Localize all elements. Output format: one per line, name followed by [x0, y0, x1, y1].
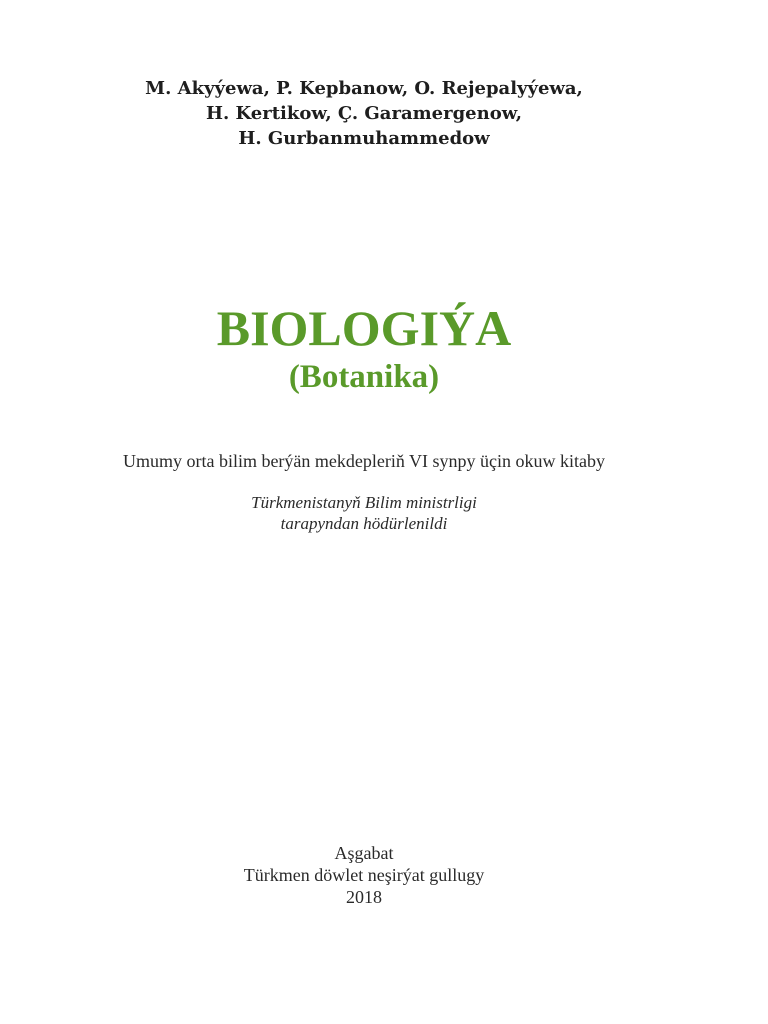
approval-line-1: Türkmenistanyň Bilim ministrligi	[251, 493, 477, 512]
book-subtitle: (Botanika)	[288, 359, 440, 395]
imprint-year: 2018	[346, 887, 382, 907]
imprint-publisher: Türkmen döwlet neşirýat gullugy	[243, 865, 485, 885]
approval-line-2: tarapyndan hödürlenildi	[280, 514, 448, 533]
approval-note	[0, 492, 728, 534]
book-title: BIOLOGIÝA	[216, 300, 512, 356]
authors-line-3: H. Gurbanmuhammedow	[238, 128, 490, 149]
authors-line-1: M. Akyýewa, P. Kepbanow, O. Rejepalyýewa,	[145, 78, 583, 99]
imprint-block	[0, 842, 728, 908]
book-description: Umumy orta bilim berýän mekdepleriň VI synpy üçin okuw kitaby	[122, 451, 606, 471]
imprint-city: Aşgabat	[334, 843, 394, 863]
authors-line-2: H. Kertikow, Ç. Garamergenow,	[205, 103, 523, 124]
authors-block	[0, 76, 728, 151]
